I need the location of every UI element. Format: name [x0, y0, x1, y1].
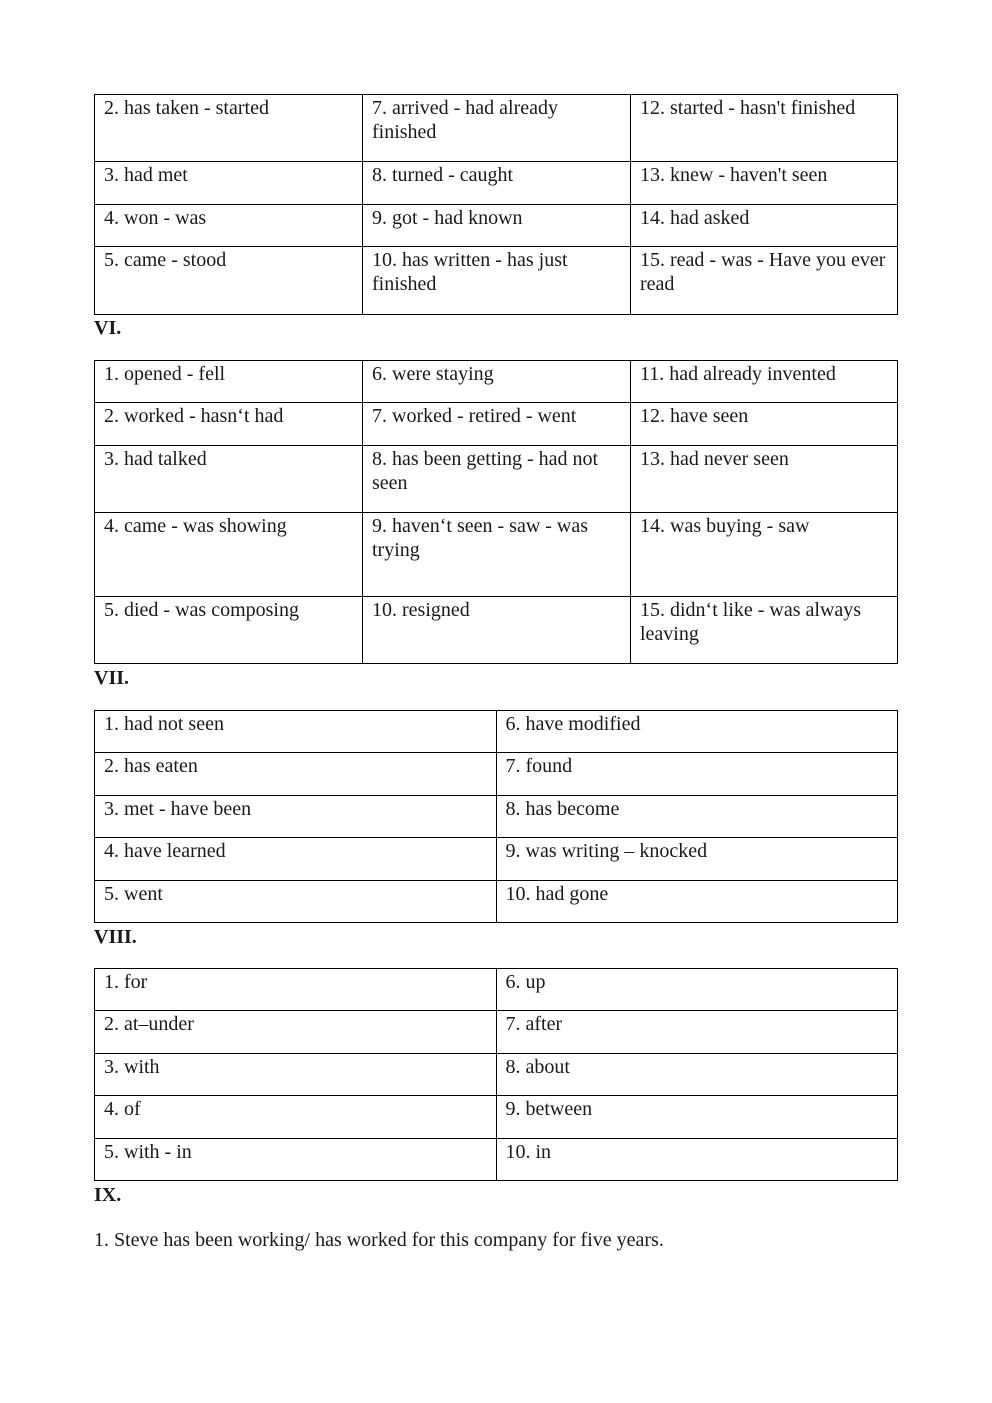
table-cell: 3. had met: [95, 162, 363, 205]
section-heading-ix: IX.: [94, 1184, 122, 1206]
table-cell: 2. worked - hasn‘t had: [95, 403, 363, 446]
table-cell: 3. met - have been: [95, 796, 497, 838]
table-cell: 3. with: [95, 1054, 497, 1096]
section-heading-vii: VII.: [94, 667, 130, 689]
answer-table-vi: [94, 360, 898, 664]
table-cell: 1. for: [95, 969, 497, 1011]
answer-table-v: [94, 94, 898, 315]
table-row: [95, 1011, 898, 1054]
table-cell: 1. had not seen: [95, 711, 497, 753]
table-cell: 5. came - stood: [95, 247, 363, 315]
answer-table-vii: [94, 710, 898, 923]
section-heading-vi: VI.: [94, 317, 122, 339]
table-cell: 5. with - in: [95, 1139, 497, 1181]
table-cell: 8. about: [496, 1054, 898, 1096]
table-row: [95, 1139, 898, 1181]
table-cell: 13. knew - haven't seen: [631, 162, 898, 205]
table-cell: 14. was buying - saw: [631, 513, 898, 597]
table-cell: 4. of: [95, 1096, 497, 1139]
table-cell: 6. up: [496, 969, 898, 1011]
table-row: [95, 95, 898, 162]
table-row: [95, 1054, 898, 1096]
table-row: [95, 881, 898, 923]
table-cell: 13. had never seen: [631, 446, 898, 513]
answer-sentence: 1. Steve has been working/ has worked for this company for five years.: [94, 1229, 664, 1251]
table-cell: 9. between: [496, 1096, 898, 1139]
table-row: [95, 446, 898, 513]
table-cell: 10. resigned: [363, 597, 631, 664]
table-row: [95, 796, 898, 838]
table-cell: 9. was writing – knocked: [496, 838, 898, 881]
table-cell: 7. arrived - had already finished: [363, 95, 631, 162]
table-cell: 4. won - was: [95, 205, 363, 247]
table-cell: 6. have modified: [496, 711, 898, 753]
table-cell: 3. had talked: [95, 446, 363, 513]
table-cell: 10. has written - has just finished: [363, 247, 631, 315]
table-row: [95, 838, 898, 881]
table-row: [95, 247, 898, 315]
table-cell: 7. after: [496, 1011, 898, 1054]
table-cell: 6. were staying: [363, 361, 631, 403]
table-cell: 8. has become: [496, 796, 898, 838]
table-cell: 12. started - hasn't finished: [631, 95, 898, 162]
table-cell: 7. found: [496, 753, 898, 796]
table-cell: 9. got - had known: [363, 205, 631, 247]
table-cell: 10. in: [496, 1139, 898, 1181]
table-cell: 2. at–under: [95, 1011, 497, 1054]
table-row: [95, 753, 898, 796]
table-cell: 15. read - was - Have you ever read: [631, 247, 898, 315]
table-row: [95, 403, 898, 446]
table-cell: 11. had already invented: [631, 361, 898, 403]
table-row: [95, 205, 898, 247]
table-cell: 12. have seen: [631, 403, 898, 446]
table-row: [95, 361, 898, 403]
answer-table-viii: [94, 968, 898, 1181]
table-row: [95, 597, 898, 664]
table-cell: 1. opened - fell: [95, 361, 363, 403]
table-cell: 8. has been getting - had not seen: [363, 446, 631, 513]
table-cell: 4. have learned: [95, 838, 497, 881]
table-cell: 4. came - was showing: [95, 513, 363, 597]
table-row: [95, 513, 898, 597]
table-row: [95, 969, 898, 1011]
table-cell: 15. didn‘t like - was always leaving: [631, 597, 898, 664]
table-cell: 2. has eaten: [95, 753, 497, 796]
table-row: [95, 711, 898, 753]
table-cell: 7. worked - retired - went: [363, 403, 631, 446]
table-cell: 5. went: [95, 881, 497, 923]
section-heading-viii: VIII.: [94, 926, 137, 948]
table-cell: 2. has taken - started: [95, 95, 363, 162]
table-cell: 5. died - was composing: [95, 597, 363, 664]
table-row: [95, 162, 898, 205]
table-cell: 10. had gone: [496, 881, 898, 923]
table-cell: 9. haven‘t seen - saw - was trying: [363, 513, 631, 597]
table-row: [95, 1096, 898, 1139]
table-cell: 14. had asked: [631, 205, 898, 247]
table-cell: 8. turned - caught: [363, 162, 631, 205]
